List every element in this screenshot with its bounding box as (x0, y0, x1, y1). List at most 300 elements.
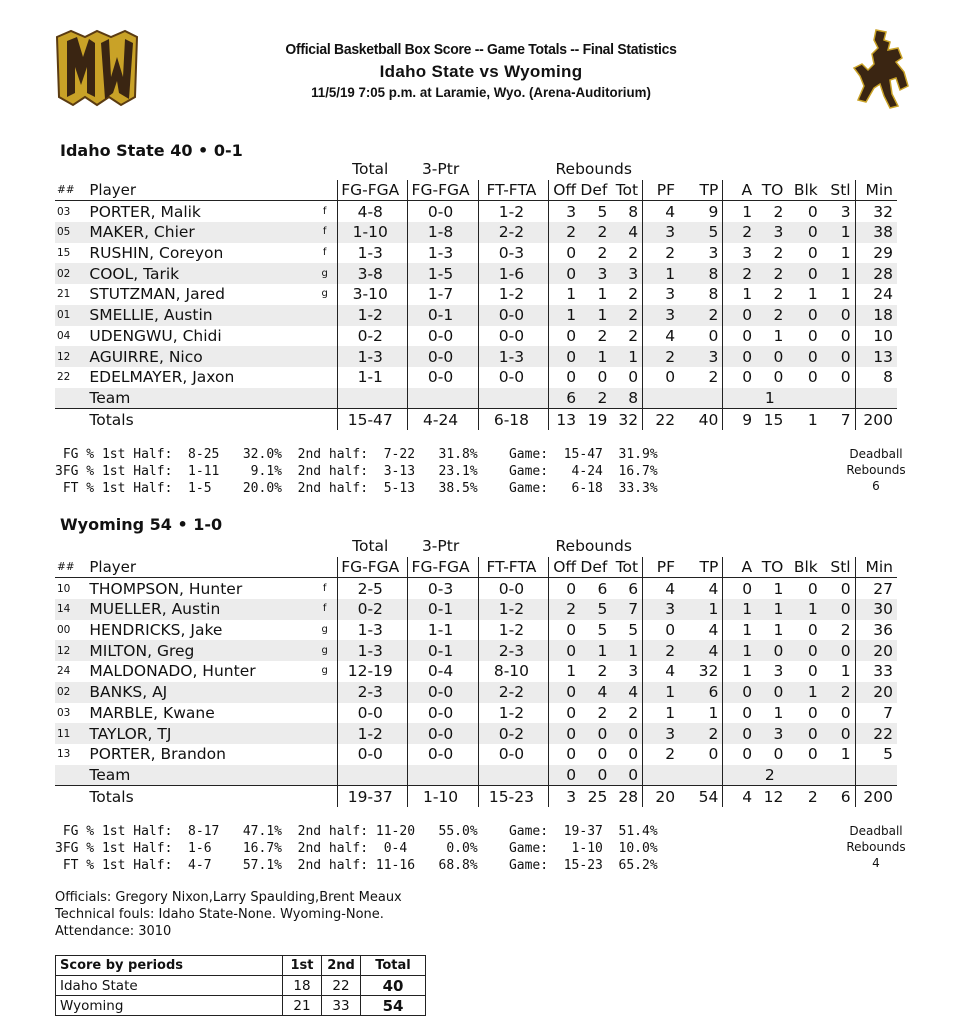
player-tot: 2 (611, 703, 642, 724)
player-ft: 1-2 (478, 620, 549, 641)
player-min: 32 (873, 202, 893, 221)
player-fg3: 0-0 (407, 326, 478, 347)
player-row (55, 578, 897, 599)
player-fg3: 0-0 (407, 367, 478, 388)
player-def: 3 (580, 263, 611, 284)
player-tot: 6 (611, 578, 642, 599)
player-name: AGUIRRE, Nico (89, 346, 316, 367)
player-pos (317, 723, 338, 744)
col-header-num: ## (55, 180, 89, 201)
player-a: 1 (742, 285, 753, 304)
player-tot: 4 (611, 222, 642, 243)
totals-tot: 28 (611, 786, 642, 807)
player-name: COOL, Tarik (89, 263, 316, 284)
player-off: 0 (549, 640, 580, 661)
player-pos: g (321, 288, 328, 300)
player-stl: 1 (822, 661, 855, 682)
player-off: 0 (566, 368, 577, 387)
player-off: 2 (549, 222, 580, 243)
player-row (55, 243, 897, 264)
player-blk: 0 (807, 368, 818, 387)
player-pos: f (317, 222, 338, 243)
player-def: 2 (597, 244, 608, 263)
col-header-min: Min (855, 180, 897, 201)
spacer-cell (643, 159, 897, 180)
player-to: 3 (773, 662, 784, 681)
player-tp: 2 (679, 367, 723, 388)
player-name: STUTZMAN, Jared (89, 285, 226, 304)
player-fg: 1-3 (337, 620, 407, 641)
player-to: 0 (756, 346, 787, 367)
player-a: 0 (742, 579, 753, 598)
team-row-pos (317, 765, 338, 786)
player-pos: g (317, 640, 338, 661)
player-num: 02 (55, 263, 89, 284)
player-row (55, 305, 897, 326)
col-header-a: A (723, 180, 756, 201)
player-name: HENDRICKS, Jake (89, 621, 223, 640)
player-tot: 1 (611, 346, 642, 367)
player-tp: 3 (679, 346, 723, 367)
col-header-def: Def (580, 180, 611, 201)
player-row (55, 744, 897, 765)
col-header-tp: TP (679, 557, 723, 578)
totals-fg: 15-47 (337, 409, 407, 430)
player-min: 8 (883, 368, 893, 387)
player-blk: 0 (787, 346, 821, 367)
player-num: 11 (55, 723, 89, 744)
totals-a: 4 (723, 786, 756, 807)
player-off: 0 (566, 703, 577, 722)
player-pos: g (317, 263, 338, 284)
player-pos: f (322, 205, 327, 217)
team-row-fg3 (407, 765, 478, 786)
player-off: 3 (566, 202, 577, 221)
totals-off: 3 (549, 786, 580, 807)
player-num: 12 (55, 346, 89, 367)
period-2-header: 2nd (322, 956, 361, 976)
player-tp: 3 (679, 243, 723, 264)
player-fg: 0-2 (337, 599, 407, 620)
player-ft: 1-2 (478, 201, 549, 222)
total-header: Total (361, 956, 426, 976)
player-off: 0 (566, 621, 577, 640)
player-a: 0 (742, 326, 753, 345)
team-row-fg3 (407, 388, 478, 409)
player-pos (317, 682, 338, 703)
player-num: 10 (57, 582, 71, 595)
player-a: 2 (723, 263, 756, 284)
team-row-pos (317, 388, 338, 409)
player-pf: 3 (665, 285, 676, 304)
player-ft: 2-2 (478, 222, 549, 243)
team-row-pf (643, 388, 679, 409)
player-ft: 0-2 (478, 723, 549, 744)
periods-total: 40 (361, 976, 426, 996)
player-blk: 1 (787, 599, 821, 620)
player-fg: 1-3 (337, 640, 407, 661)
player-def: 6 (597, 579, 608, 598)
player-name: THOMPSON, Hunter (89, 579, 243, 598)
player-pos (317, 744, 338, 765)
team-row-a (723, 388, 756, 409)
player-pf: 3 (643, 723, 679, 744)
col-header-ft: FT-FTA (478, 180, 549, 201)
player-off: 0 (566, 326, 577, 345)
player-fg: 2-5 (337, 578, 407, 599)
player-a: 1 (742, 621, 753, 640)
col-header-pos (317, 557, 338, 578)
player-name: BANKS, AJ (89, 682, 316, 703)
team-row-to: 1 (756, 388, 787, 409)
player-def: 1 (580, 305, 611, 326)
totals-num (55, 786, 89, 807)
player-name: PORTER, Malik (89, 202, 201, 221)
col-header-tot: Tot (611, 557, 642, 578)
player-blk: 0 (807, 662, 818, 681)
player-fg3: 0-0 (407, 682, 478, 703)
player-fg: 0-2 (337, 326, 407, 347)
col-header-to: TO (756, 180, 787, 201)
player-ft: 1-2 (478, 599, 549, 620)
player-a: 1 (723, 599, 756, 620)
player-fg3: 0-0 (407, 201, 478, 222)
col-header-off: Off (549, 180, 580, 201)
totals-fg3: 4-24 (407, 409, 478, 430)
totals-blk: 1 (787, 409, 821, 430)
totals-name: Totals (89, 409, 316, 430)
player-fg3: 0-0 (407, 744, 478, 765)
player-stl: 0 (822, 346, 855, 367)
player-to: 1 (773, 703, 784, 722)
col-header-pf: PF (643, 180, 679, 201)
periods-p2: 22 (322, 976, 361, 996)
periods-p1: 18 (283, 976, 322, 996)
player-pos (317, 305, 338, 326)
col-header-stl: Stl (822, 557, 855, 578)
player-a: 3 (742, 244, 753, 263)
player-def: 0 (597, 368, 608, 387)
spacer-cell (478, 159, 549, 180)
col-header-player: Player (89, 180, 316, 201)
col-header-fg3: FG-FGA (407, 180, 478, 201)
player-fg3: 1-8 (407, 222, 478, 243)
player-name: TAYLOR, TJ (89, 723, 316, 744)
player-a: 1 (723, 640, 756, 661)
player-tp: 1 (679, 703, 723, 724)
player-stl: 0 (822, 326, 855, 347)
player-to: 2 (756, 263, 787, 284)
player-to: 2 (773, 285, 784, 304)
player-tp: 8 (679, 263, 723, 284)
player-a: 0 (742, 703, 753, 722)
player-tot: 7 (611, 599, 642, 620)
player-tot: 2 (611, 305, 642, 326)
player-tp: 4 (679, 578, 723, 599)
team-row-num (55, 388, 89, 409)
pct-line: FT % 1st Half: 1-5 20.0% 2nd half: 5-13 38.5% Game: 6-18 33.3% (55, 481, 658, 496)
player-a: 0 (742, 368, 753, 387)
team-row-tp (679, 388, 723, 409)
player-ft: 1-2 (478, 284, 549, 305)
player-to: 1 (773, 579, 784, 598)
player-to: 0 (773, 745, 784, 764)
player-to: 0 (756, 640, 787, 661)
player-stl: 0 (822, 578, 855, 599)
player-pf: 3 (643, 599, 679, 620)
player-row (55, 367, 897, 388)
team-row-def: 0 (580, 765, 611, 786)
player-row (55, 599, 897, 620)
player-pf: 0 (665, 368, 676, 387)
player-def: 1 (580, 346, 611, 367)
totals-pos (317, 786, 338, 807)
player-def: 0 (580, 723, 611, 744)
player-tp: 0 (679, 326, 723, 347)
player-fg3: 1-7 (407, 284, 478, 305)
player-tot: 8 (611, 201, 642, 222)
player-name: EDELMAYER, Jaxon (89, 368, 235, 387)
officials-block (55, 889, 402, 940)
player-num: 24 (57, 665, 71, 678)
player-def: 5 (597, 202, 608, 221)
player-off: 1 (549, 305, 580, 326)
team-row-num (55, 765, 89, 786)
deadball-value: 6 (872, 479, 880, 493)
totals-pf: 20 (643, 786, 679, 807)
box-score-table (55, 536, 897, 807)
player-stl: 1 (822, 222, 855, 243)
player-stl: 0 (822, 703, 855, 724)
col-header-blk: Blk (787, 180, 821, 201)
player-blk: 0 (787, 305, 821, 326)
team-title: Wyoming 54 • 1-0 (60, 515, 223, 534)
team-row-def: 2 (580, 388, 611, 409)
team-row-blk (787, 765, 821, 786)
col-header-min: Min (855, 557, 897, 578)
player-to: 2 (756, 305, 787, 326)
player-row (55, 346, 897, 367)
totals-blk: 2 (787, 786, 821, 807)
col-header-pos (317, 180, 338, 201)
team-row-name: Team (89, 388, 316, 409)
deadball-rebounds (830, 823, 922, 871)
player-tp: 1 (679, 599, 723, 620)
player-off: 0 (566, 244, 577, 263)
player-tot: 4 (611, 682, 642, 703)
player-tot: 0 (611, 744, 642, 765)
col-header-tp: TP (679, 180, 723, 201)
player-min: 27 (873, 579, 893, 598)
player-fg3: 0-1 (407, 305, 478, 326)
totals-fg3: 1-10 (407, 786, 478, 807)
team-row-fg (337, 388, 407, 409)
player-pos: f (317, 599, 338, 620)
player-pf: 2 (643, 346, 679, 367)
player-to: 0 (773, 368, 784, 387)
pct-line: 3FG % 1st Half: 1-11 9.1% 2nd half: 3-13 23.1% Game: 4-24 16.7% (55, 464, 658, 479)
team-rebounds-row (55, 765, 897, 786)
player-pf: 4 (665, 202, 676, 221)
team-row-off: 6 (549, 388, 580, 409)
player-a: 1 (742, 202, 753, 221)
col-header-blk: Blk (787, 557, 821, 578)
periods-header-row (56, 956, 426, 976)
player-min: 22 (855, 723, 897, 744)
player-ft: 8-10 (478, 661, 549, 682)
team-row-off: 0 (549, 765, 580, 786)
periods-p1: 21 (283, 996, 322, 1016)
periods-row (56, 976, 426, 996)
player-fg3: 0-3 (407, 578, 478, 599)
player-min: 36 (873, 621, 893, 640)
col-header-stl: Stl (822, 180, 855, 201)
team-row-tot: 0 (611, 765, 642, 786)
player-fg: 0-0 (337, 703, 407, 724)
player-to: 3 (756, 723, 787, 744)
team-row-a (723, 765, 756, 786)
player-fg: 3-8 (337, 263, 407, 284)
player-blk: 0 (807, 703, 818, 722)
player-ft: 0-0 (478, 367, 549, 388)
player-stl: 0 (822, 599, 855, 620)
player-num: 15 (57, 247, 71, 260)
player-pos (317, 367, 338, 388)
player-stl: 1 (822, 243, 855, 264)
player-fg3: 0-1 (407, 640, 478, 661)
deadball-label: Deadball (849, 824, 903, 838)
player-to: 3 (756, 222, 787, 243)
team-row-ft (478, 388, 549, 409)
player-a: 0 (742, 745, 753, 764)
player-pf: 1 (643, 682, 679, 703)
player-row (55, 263, 897, 284)
player-to: 2 (773, 244, 784, 263)
player-to: 1 (773, 621, 784, 640)
player-tp: 2 (679, 305, 723, 326)
player-ft: 0-0 (478, 326, 549, 347)
periods-p2: 33 (322, 996, 361, 1016)
player-ft: 0-0 (478, 578, 549, 599)
player-to: 1 (773, 326, 784, 345)
totals-row (55, 786, 897, 807)
player-a: 0 (723, 682, 756, 703)
3ptr-group-label: 3-Ptr (421, 160, 460, 179)
player-name: RUSHIN, Coreyon (89, 244, 224, 263)
player-min: 20 (855, 640, 897, 661)
player-row (55, 326, 897, 347)
player-def: 2 (597, 662, 608, 681)
player-stl: 0 (822, 305, 855, 326)
player-fg: 1-2 (337, 305, 407, 326)
player-name: MALDONADO, Hunter (89, 662, 256, 681)
player-ft: 0-0 (478, 305, 549, 326)
team-row-pf (643, 765, 679, 786)
spacer-cell (643, 536, 897, 557)
pct-line: 3FG % 1st Half: 1-6 16.7% 2nd half: 0-4 0.0% Game: 1-10 10.0% (55, 841, 658, 856)
player-pos (317, 346, 338, 367)
total-group-label: Total (352, 537, 389, 556)
player-a: 0 (723, 346, 756, 367)
player-tot: 0 (611, 723, 642, 744)
totals-to: 15 (756, 409, 787, 430)
player-off: 0 (549, 682, 580, 703)
team-row-ft (478, 765, 549, 786)
player-off: 0 (549, 263, 580, 284)
player-def: 2 (580, 222, 611, 243)
player-to: 2 (773, 202, 784, 221)
player-blk: 0 (787, 723, 821, 744)
player-min: 20 (855, 682, 897, 703)
player-tot: 2 (611, 326, 642, 347)
player-tp: 5 (679, 222, 723, 243)
player-row (55, 284, 897, 305)
player-ft: 1-6 (478, 263, 549, 284)
player-num: 04 (57, 329, 71, 342)
player-num: 14 (55, 599, 89, 620)
player-ft: 0-3 (478, 243, 549, 264)
col-header-pf: PF (643, 557, 679, 578)
player-def: 1 (597, 285, 608, 304)
player-fg3: 0-0 (407, 723, 478, 744)
player-tot: 0 (611, 367, 642, 388)
player-name: MARBLE, Kwane (89, 703, 215, 722)
player-name: PORTER, Brandon (89, 745, 226, 764)
player-tp: 2 (679, 723, 723, 744)
technical-fouls-line: Technical fouls: Idaho State-None. Wyoming-None. (55, 907, 384, 922)
player-stl: 2 (822, 620, 855, 641)
totals-ft: 15-23 (478, 786, 549, 807)
player-tp: 6 (679, 682, 723, 703)
box-score-table (55, 159, 897, 430)
player-pos: f (322, 582, 327, 594)
player-ft: 0-0 (478, 744, 549, 765)
player-stl: 0 (822, 367, 855, 388)
player-fg: 1-3 (337, 346, 407, 367)
player-def: 0 (597, 745, 608, 764)
deadball-label: Deadball (849, 447, 903, 461)
player-ft: 1-3 (478, 346, 549, 367)
player-name: MAKER, Chier (89, 222, 316, 243)
team-row-name: Team (89, 765, 316, 786)
totals-off: 13 (549, 409, 580, 430)
player-row (55, 682, 897, 703)
player-fg: 1-10 (337, 222, 407, 243)
attendance-line: Attendance: 3010 (55, 924, 172, 939)
player-min: 7 (883, 703, 893, 722)
player-num: 01 (55, 305, 89, 326)
pct-line: FG % 1st Half: 8-17 47.1% 2nd half: 11-20 55.0% Game: 19-37 51.4% (55, 824, 658, 839)
totals-a: 9 (723, 409, 756, 430)
total-group-label: Total (352, 160, 389, 179)
periods-label: Score by periods (56, 956, 283, 976)
team-row-stl (822, 388, 855, 409)
col-header-ft: FT-FTA (478, 557, 549, 578)
player-name: MUELLER, Austin (89, 599, 316, 620)
player-tot: 1 (611, 640, 642, 661)
player-pf: 4 (665, 662, 676, 681)
rebounds-group-label: Rebounds (555, 160, 632, 179)
player-blk: 0 (807, 745, 818, 764)
player-fg3: 1-1 (407, 620, 478, 641)
player-fg: 1-2 (337, 723, 407, 744)
player-tot: 2 (611, 284, 642, 305)
totals-def: 25 (580, 786, 611, 807)
player-num: 02 (55, 682, 89, 703)
player-fg3: 0-0 (407, 703, 478, 724)
team-row-tp (679, 765, 723, 786)
player-blk: 0 (787, 263, 821, 284)
